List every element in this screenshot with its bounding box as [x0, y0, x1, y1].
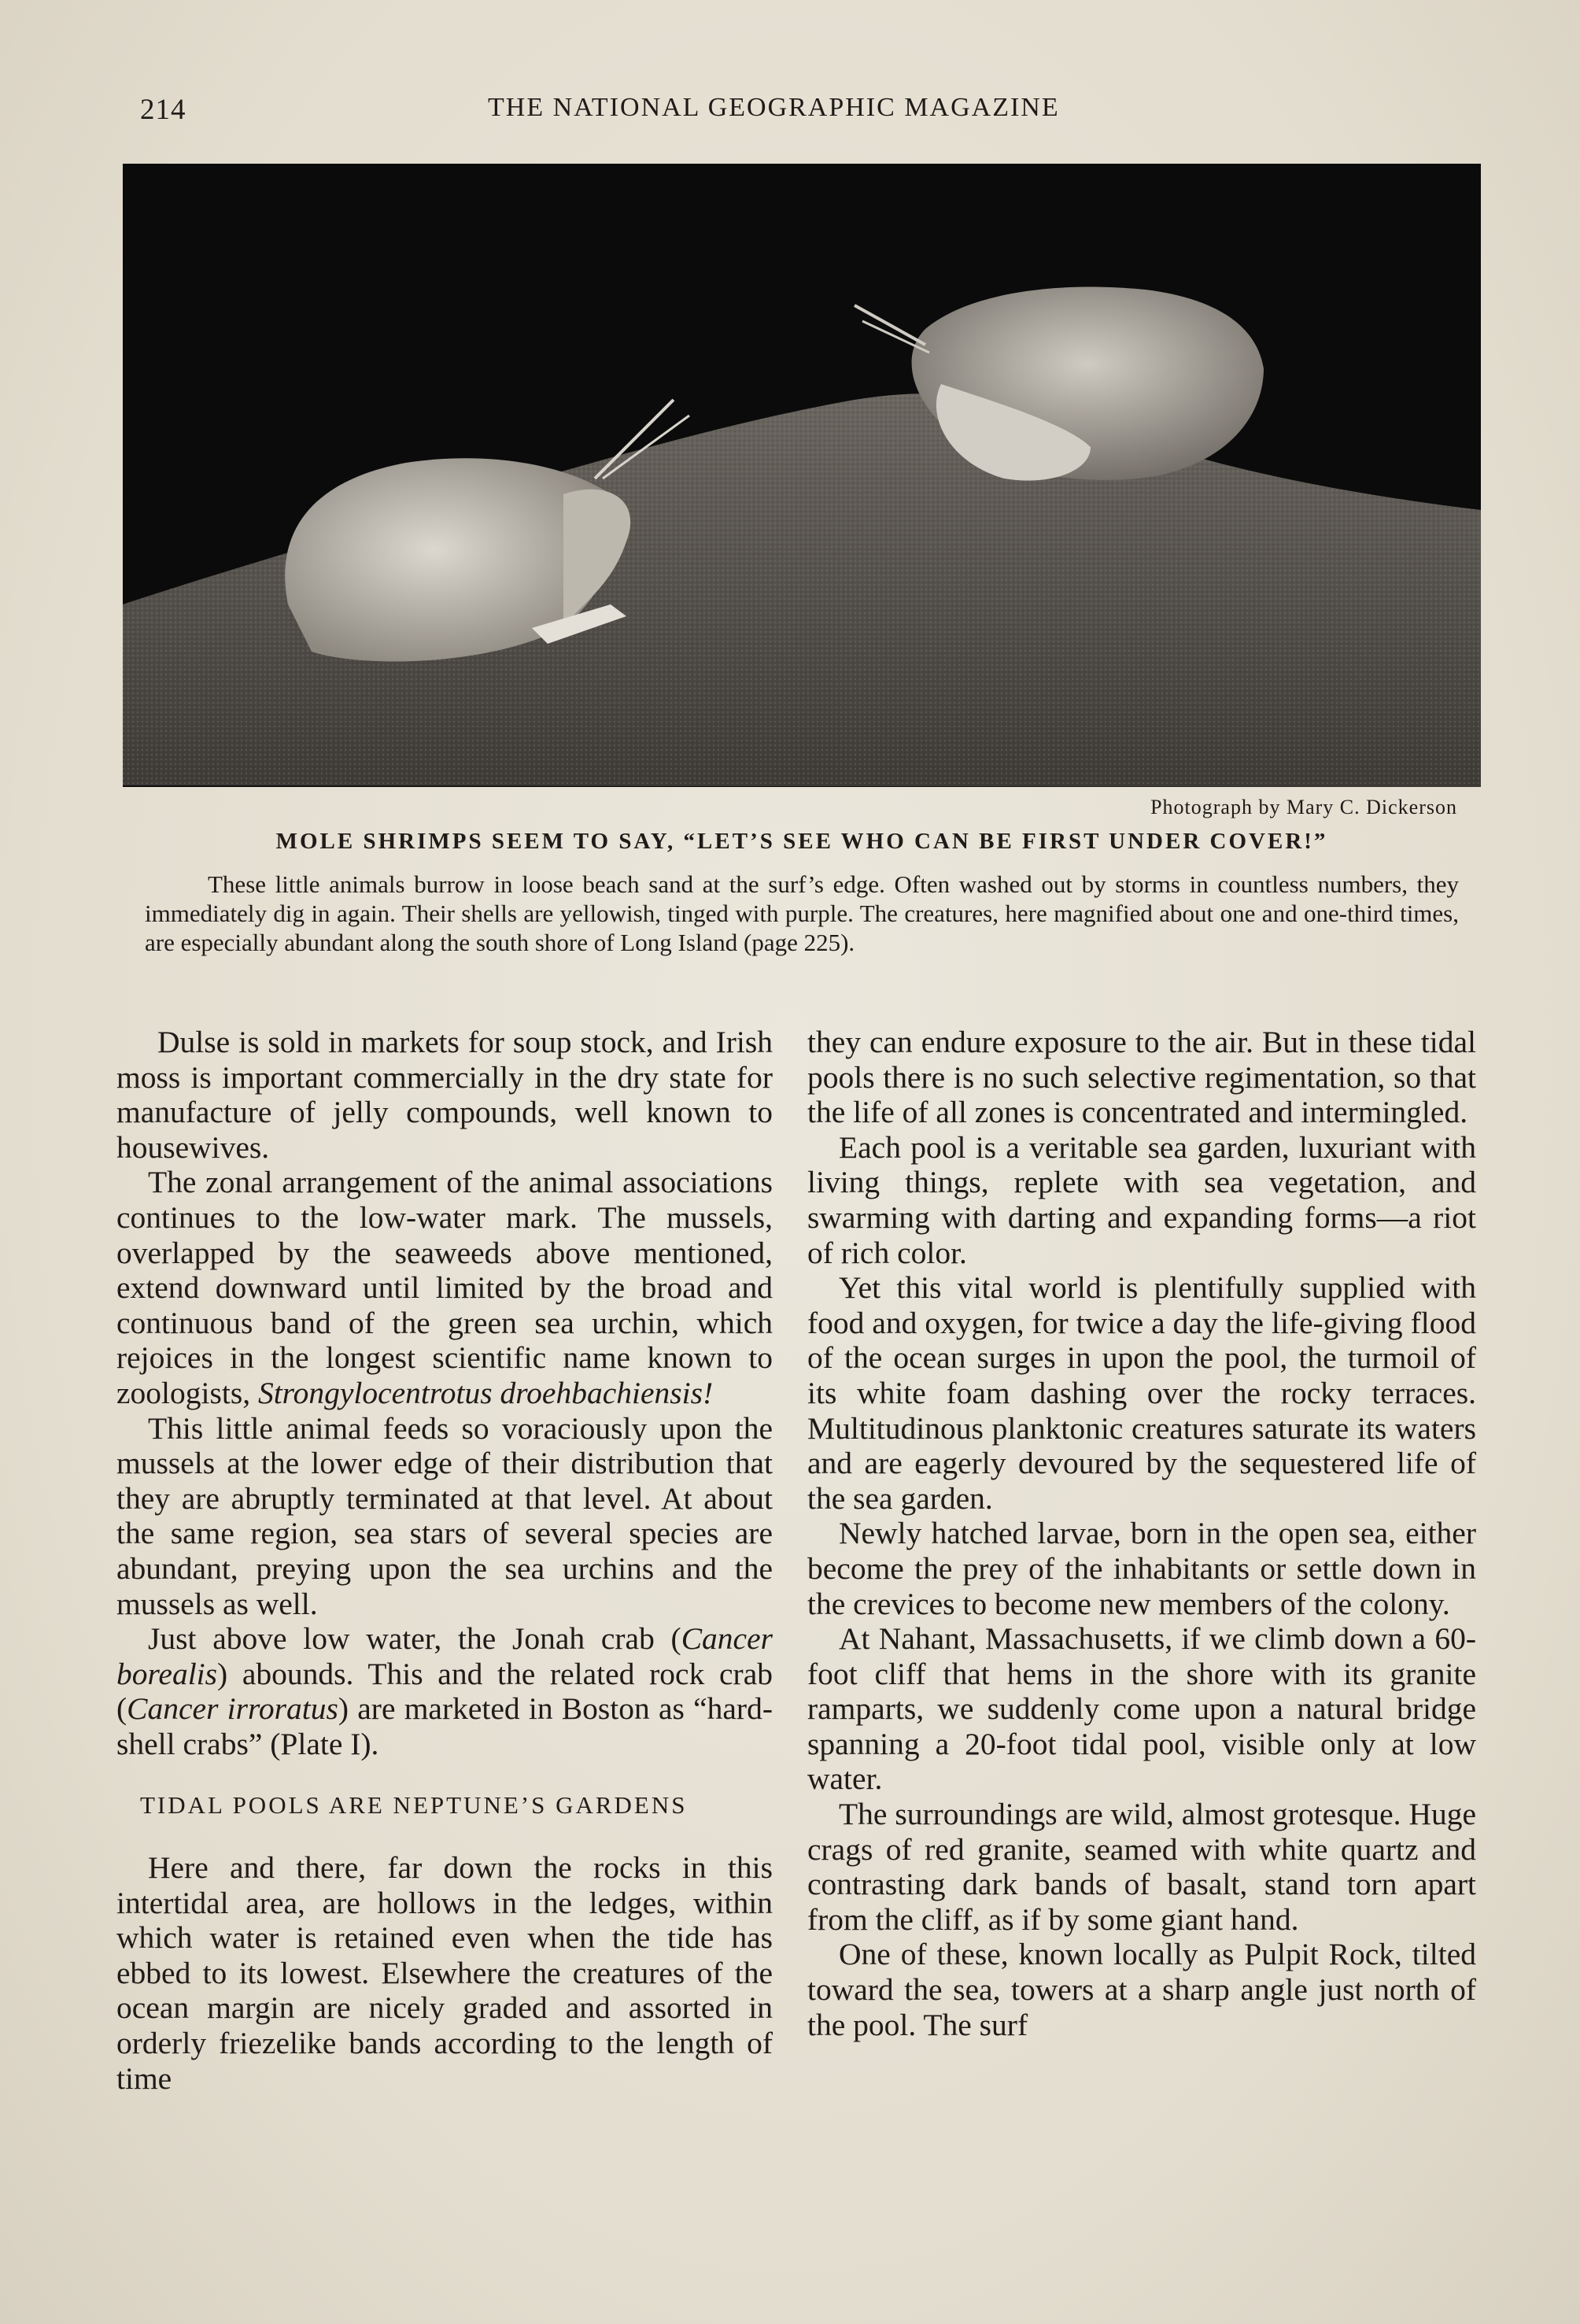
section-heading: TIDAL POOLS ARE NEPTUNE’S GARDENS [140, 1791, 688, 1820]
paragraph: At Nahant, Massachusetts, if we climb down a 60-foot cliff that hems in the shore with its granite ramparts, we suddenly come upon a natural bridge spanning a 20-foot tidal pool, visible only at low water. [807, 1621, 1476, 1797]
paragraph-text: Just above low water, the Jonah crab ( [148, 1621, 681, 1657]
paragraph: Yet this vital world is plentifully supplied with food and oxygen, for twice a day the life-giving flood of the ocean surges in upon the pool, the turmoil of its white foam dashing over the rocky terraces. Multitudinous planktonic creatures saturate its waters and are eagerly devoured by the sequestered life of the sea garden. [807, 1270, 1476, 1516]
species-name: Strongylocentrotus droehbachiensis! [257, 1375, 714, 1410]
species-name: Cancer irroratus [127, 1691, 338, 1727]
paragraph-text: ) are marketed in Boston as “hard-shell crabs” (Plate I). [116, 1691, 773, 1761]
photograph-illustration [123, 164, 1481, 787]
paragraph: This little animal feeds so voraciously upon the mussels at the lower edge of their distribution that they are abruptly terminated at that level. At about the same region, sea stars of several species are abundant, preying upon the sea urchins and the mussels as well. [116, 1410, 773, 1621]
photo-credit: Photograph by Mary C. Dickerson [1150, 796, 1457, 818]
paragraph [116, 1621, 773, 1761]
right-column [807, 1025, 1476, 2042]
paragraph: Dulse is sold in markets for soup stock, and Irish moss is important commercially in the dry state for manufacture of jelly compounds, well known to housewives. [116, 1025, 773, 1165]
page-header [118, 93, 1487, 140]
caption-body: These little animals burrow in loose beach sand at the surf’s edge. Often washed out by storms in countless numbers, they immediately dig in again. Their shells are yellowish, tinged with purple. The creatures, here magnified about one and one-third times, are especially abundant along the south shore of Long Island (page 225). [145, 870, 1459, 956]
paragraph-text: The zonal arrangement of the animal associations continues to the low-water mark. The mussels, overlapped by the seaweeds above mentioned, extend downward until limited by the broad and continuous band of the green sea urchin, which rejoices in the longest scientific name known to zoologists, [116, 1165, 773, 1410]
caption-title: MOLE SHRIMPS SEEM TO SAY, “LET’S SEE WHO CAN BE FIRST UNDER COVER!” [275, 829, 1328, 854]
left-column [116, 1025, 773, 2096]
paragraph: The surroundings are wild, almost grotesque. Huge crags of red granite, seamed with white quartz and contrasting dark bands of basalt, stand torn apart from the cliff, as if by some giant hand. [807, 1797, 1476, 1937]
paragraph: One of these, known locally as Pulpit Rock, tilted toward the sea, towers at a sharp angle just north of the pool. The surf [807, 1937, 1476, 2042]
paragraph: Here and there, far down the rocks in this intertidal area, are hollows in the ledges, within which water is retained even when the tide has ebbed to its lowest. Elsewhere the creatures of the ocean margin are nicely graded and assorted in orderly friezelike bands according to the length of time [116, 1850, 773, 2096]
species-name: Cancer borealis [116, 1621, 773, 1691]
paragraph: Newly hatched larvae, born in the open sea, either become the prey of the inhabitants or settle down in the crevices to become new members of the colony. [807, 1516, 1476, 1621]
paragraph: they can endure exposure to the air. But in these tidal pools there is no such selective regimentation, so that the life of all zones is concentrated and intermingled. [807, 1025, 1476, 1130]
page-number: 214 [140, 94, 186, 126]
paragraph-text: ) abounds. This and the related rock crab ( [116, 1656, 773, 1727]
paragraph [116, 1165, 773, 1410]
mole-shrimps-photograph [123, 164, 1481, 787]
running-title: THE NATIONAL GEOGRAPHIC MAGAZINE [488, 93, 1060, 122]
paragraph: Each pool is a veritable sea garden, luxuriant with living things, replete with sea vegetation, and swarming with darting and expanding forms—a riot of rich color. [807, 1129, 1476, 1270]
